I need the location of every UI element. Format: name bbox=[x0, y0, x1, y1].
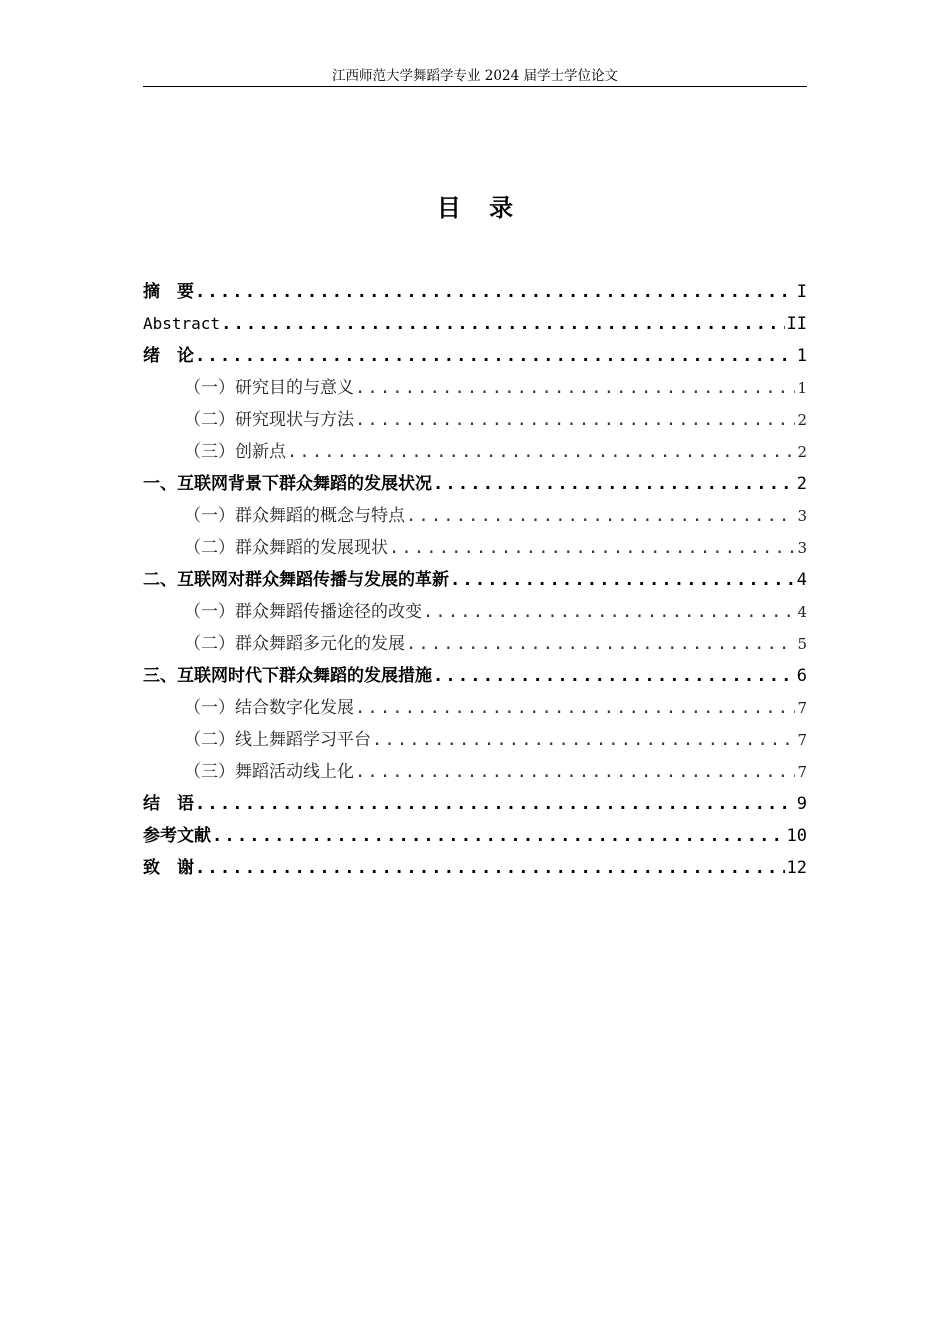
toc-entry-label: 摘 要 bbox=[143, 282, 194, 302]
toc-entry-page: II bbox=[786, 314, 807, 334]
toc-entry-chapter-1-2[interactable] bbox=[143, 532, 807, 564]
toc-entry-abstract-cn[interactable] bbox=[143, 276, 807, 308]
toc-entry-acknowledgements[interactable] bbox=[143, 852, 807, 884]
toc-entry-chapter-3-3[interactable] bbox=[143, 756, 807, 788]
toc-entry-page: 4 bbox=[797, 603, 807, 621]
toc-leader-dots bbox=[355, 372, 795, 404]
toc-entry-chapter-2[interactable] bbox=[143, 564, 807, 596]
running-header: 江西师范大学舞蹈学专业 2024 届学士学位论文 bbox=[332, 68, 618, 84]
toc-leader-dots bbox=[355, 756, 795, 788]
toc-entry-label: （三）创新点 bbox=[184, 442, 286, 462]
toc-entry-label: 致 谢 bbox=[143, 858, 194, 878]
toc-entry-page: 1 bbox=[796, 346, 807, 366]
toc-entry-label: （二）线上舞蹈学习平台 bbox=[184, 730, 371, 750]
toc-leader-dots bbox=[406, 500, 795, 532]
toc-entry-label: 参考文献 bbox=[143, 826, 211, 846]
toc-entry-intro-3[interactable] bbox=[143, 436, 807, 468]
toc-entry-page: 10 bbox=[786, 826, 807, 846]
toc-entry-label: （一）结合数字化发展 bbox=[184, 698, 354, 718]
toc-entry-label: （一）研究目的与意义 bbox=[184, 378, 354, 398]
toc-entry-page: 3 bbox=[797, 507, 807, 525]
toc-entry-label: （一）群众舞蹈传播途径的改变 bbox=[184, 602, 422, 622]
toc-entry-label: （二）群众舞蹈的发展现状 bbox=[184, 538, 388, 558]
toc-entry-page: 7 bbox=[797, 763, 807, 781]
toc-leader-dots bbox=[212, 820, 785, 852]
toc-entry-references[interactable] bbox=[143, 820, 807, 852]
table-of-contents bbox=[143, 276, 807, 884]
toc-entry-label: Abstract bbox=[143, 314, 221, 333]
toc-leader-dots bbox=[406, 628, 795, 660]
toc-entry-chapter-1[interactable] bbox=[143, 468, 807, 500]
toc-entry-chapter-3-1[interactable] bbox=[143, 692, 807, 724]
toc-entry-page: 12 bbox=[786, 858, 807, 878]
toc-leader-dots bbox=[195, 276, 795, 308]
toc-entry-abstract-en[interactable] bbox=[143, 308, 807, 340]
toc-leader-dots bbox=[423, 596, 795, 628]
toc-entry-intro-1[interactable] bbox=[143, 372, 807, 404]
toc-leader-dots bbox=[389, 532, 795, 564]
toc-entry-chapter-1-1[interactable] bbox=[143, 500, 807, 532]
toc-title: 目 录 bbox=[436, 193, 524, 222]
toc-leader-dots bbox=[450, 564, 795, 596]
toc-entry-page: 9 bbox=[796, 794, 807, 814]
toc-entry-page: I bbox=[796, 282, 807, 302]
toc-leader-dots bbox=[221, 308, 784, 340]
toc-entry-chapter-2-2[interactable] bbox=[143, 628, 807, 660]
toc-entry-conclusion[interactable] bbox=[143, 788, 807, 820]
toc-entry-label: （二）研究现状与方法 bbox=[184, 410, 354, 430]
toc-entry-label: 一、互联网背景下群众舞蹈的发展状况 bbox=[143, 474, 432, 494]
toc-leader-dots bbox=[355, 692, 795, 724]
toc-entry-page: 2 bbox=[797, 443, 807, 461]
toc-leader-dots bbox=[195, 852, 785, 884]
toc-leader-dots bbox=[372, 724, 795, 756]
toc-entry-introduction[interactable] bbox=[143, 340, 807, 372]
toc-entry-label: （二）群众舞蹈多元化的发展 bbox=[184, 634, 405, 654]
toc-entry-page: 2 bbox=[796, 474, 807, 494]
toc-entry-page: 5 bbox=[797, 635, 807, 653]
toc-leader-dots bbox=[433, 468, 795, 500]
toc-entry-chapter-3[interactable] bbox=[143, 660, 807, 692]
toc-entry-intro-2[interactable] bbox=[143, 404, 807, 436]
toc-entry-label: 结 语 bbox=[143, 794, 194, 814]
toc-entry-label: （一）群众舞蹈的概念与特点 bbox=[184, 506, 405, 526]
toc-entry-chapter-2-1[interactable] bbox=[143, 596, 807, 628]
toc-entry-page: 6 bbox=[796, 666, 807, 686]
toc-entry-page: 7 bbox=[797, 731, 807, 749]
header-rule bbox=[143, 86, 807, 87]
toc-entry-page: 1 bbox=[797, 379, 807, 397]
toc-entry-page: 3 bbox=[797, 539, 807, 557]
toc-entry-label: 绪 论 bbox=[143, 346, 194, 366]
toc-entry-page: 2 bbox=[797, 411, 807, 429]
toc-leader-dots bbox=[287, 436, 795, 468]
toc-leader-dots bbox=[195, 788, 795, 820]
toc-leader-dots bbox=[433, 660, 795, 692]
toc-leader-dots bbox=[195, 340, 795, 372]
toc-entry-label: 三、互联网时代下群众舞蹈的发展措施 bbox=[143, 666, 432, 686]
toc-entry-label: 二、互联网对群众舞蹈传播与发展的革新 bbox=[143, 570, 449, 590]
toc-entry-chapter-3-2[interactable] bbox=[143, 724, 807, 756]
toc-entry-page: 4 bbox=[796, 570, 807, 590]
toc-entry-page: 7 bbox=[797, 699, 807, 717]
toc-leader-dots bbox=[355, 404, 795, 436]
toc-entry-label: （三）舞蹈活动线上化 bbox=[184, 762, 354, 782]
